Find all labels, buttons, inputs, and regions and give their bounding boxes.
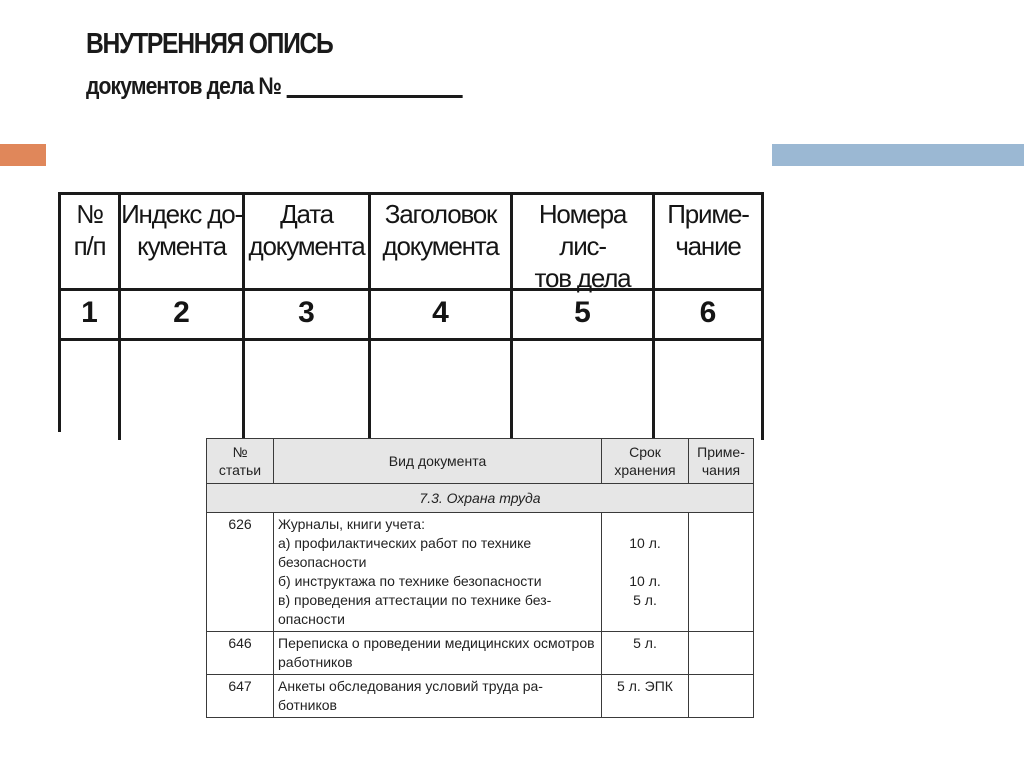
section-row [207, 484, 754, 513]
scan-header-4: Заголовок документа [382, 199, 499, 261]
header-article-number: № статьи [207, 439, 274, 484]
inventory-subtitle: документов дела № [86, 73, 282, 100]
scan-header-3: Дата документа [248, 199, 365, 261]
scan-header-6: Приме- чание [667, 199, 749, 261]
header-retention-period: Срок хранения [602, 439, 689, 484]
row-number: 626 [207, 513, 274, 632]
row-notes [689, 675, 754, 718]
row-notes [689, 513, 754, 632]
scan-col-number-5: 5 [574, 296, 591, 329]
scan-col-number-1: 1 [81, 296, 98, 329]
row-description: Анкеты обследования условий труда ра-ботников [274, 675, 602, 718]
row-description: Журналы, книги учета: а) профилактических работ по технике безопасности б) инструктажа по технике безопасности в) проведения аттестации по технике без-опасности [274, 513, 602, 632]
row-retention: 5 л. ЭПК [602, 675, 689, 718]
retention-table [206, 438, 754, 718]
row-number: 646 [207, 632, 274, 675]
scanned-inventory-table [58, 192, 764, 440]
table-header-row [207, 439, 754, 484]
scanned-inventory-title [86, 28, 514, 101]
header-notes: Приме- чания [689, 439, 754, 484]
scan-header-1: № п/п [73, 199, 106, 261]
scan-col-number-3: 3 [298, 296, 315, 329]
accent-bar-right [772, 144, 1024, 166]
row-retention: 10 л. 10 л. 5 л. [602, 513, 689, 632]
row-number: 647 [207, 675, 274, 718]
scan-header-5: Номера лис- тов дела [534, 199, 631, 293]
accent-bar-left [0, 144, 46, 166]
header-document-type: Вид документа [274, 439, 602, 484]
table-row [207, 675, 754, 718]
case-number-blank [286, 95, 462, 98]
scan-col-number-2: 2 [173, 296, 190, 329]
inventory-title: ВНУТРЕННЯЯ ОПИСЬ [86, 28, 333, 60]
row-description: Переписка о проведении медицинских осмотров работников [274, 632, 602, 675]
scan-col-number-6: 6 [699, 296, 717, 329]
table-row [207, 632, 754, 675]
row-retention: 5 л. [602, 632, 689, 675]
section-title: 7.3. Охрана труда [207, 484, 754, 513]
scan-header-2: Индекс до- кумента [121, 199, 242, 261]
table-row [207, 513, 754, 632]
row-notes [689, 632, 754, 675]
scan-col-number-4: 4 [432, 296, 449, 329]
inventory-subtitle-line [86, 73, 462, 101]
